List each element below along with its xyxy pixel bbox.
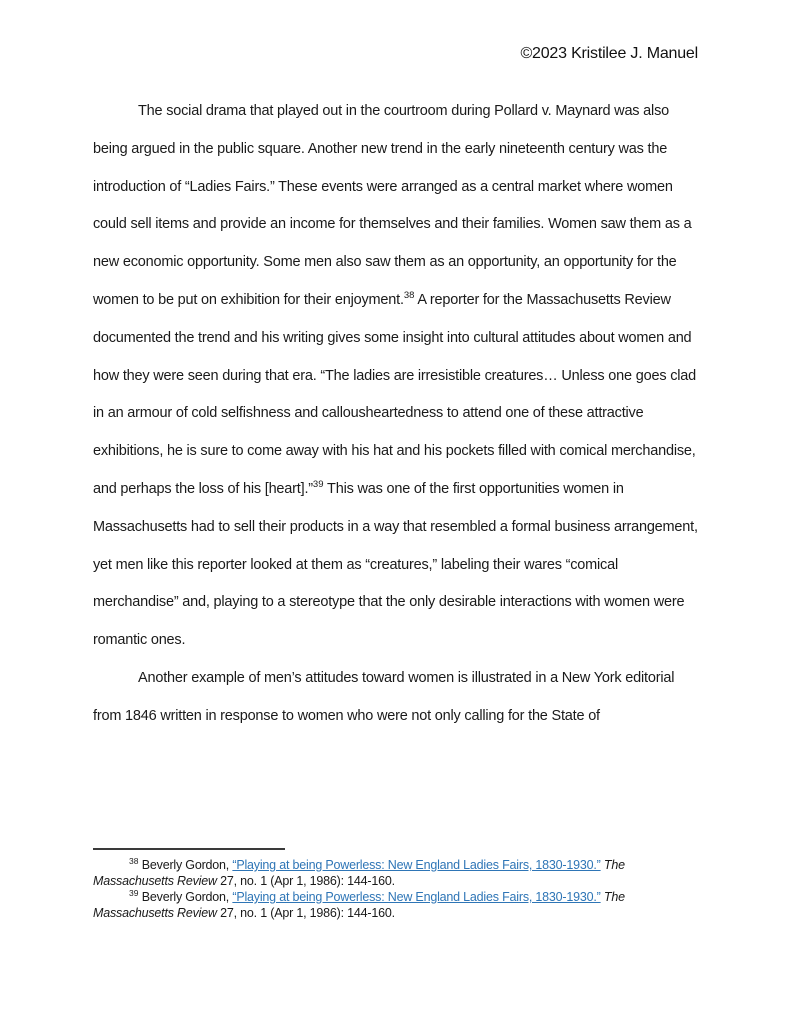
footnote-ref-39: 39: [312, 479, 324, 491]
footnote-author: Beverly Gordon,: [141, 858, 230, 872]
footnote-area: [93, 848, 698, 921]
copyright-notice: ©2023 Kristilee J. Manuel: [520, 45, 698, 62]
footnote-marker-38: 38: [129, 855, 139, 866]
paragraph-new-york-editorial: Another example of men’s attitudes toward women is illustrated in a New York editorial from 1846 written in response to women who were not only calling for the State of: [93, 669, 675, 724]
footnote-marker-39: 39: [129, 887, 139, 898]
footnote-39: [93, 889, 698, 921]
paragraph-text: This was one of the first opportunities women in Massachusetts had to sell their products in a way that resembled a formal business arrangement, yet men like this reporter looked at them as “creatures,” labeling their wares “comical merchandise” and, playing to a stereotype that the only desirable interactions with women were romantic ones.: [93, 480, 698, 649]
footnote-ref-38: 38: [403, 290, 415, 302]
paragraph-text: The social drama that played out in the courtroom during Pollard v. Maynard was also being argued in the public square. Another new trend in the early nineteenth century was the introduction of “Ladies Fairs.” These events were arranged as a central market where women could sell items and provide an income for themselves and their families. Women saw them as a new economic opportunity. Some men also saw them as an opportunity, an opportunity for the women to be put on exhibition for their enjoyment.: [93, 103, 692, 308]
paragraph-text: A reporter for the Massachusetts Review documented the trend and his writing gives some insight into cultural attitudes about women and how they were seen during that era. “The ladies are irresistible creatures… Unless one goes clad in an armour of cold selfishness and callousheartedness to attend one of these attractive exhibitions, he is sure to come away with his hat and his pockets filled with comical merchandise, and perhaps the loss of his [heart].”: [93, 291, 697, 497]
footnote-journal-title: The Massachusetts Review: [93, 890, 625, 920]
footnote-article-link[interactable]: “Playing at being Powerless: New England Ladies Fairs, 1830-1930.”: [232, 858, 601, 872]
document-body: [93, 93, 698, 736]
footnote-journal-title: The Massachusetts Review: [93, 858, 625, 888]
footnote-38: [93, 857, 698, 889]
paragraph-ladies-fairs: [93, 93, 698, 660]
footnote-author: Beverly Gordon,: [141, 890, 230, 904]
footnote-article-link[interactable]: “Playing at being Powerless: New England Ladies Fairs, 1830-1930.”: [232, 890, 601, 904]
footnote-separator: [93, 848, 285, 850]
footnote-citation: 27, no. 1 (Apr 1, 1986): 144-160.: [220, 906, 395, 920]
footnote-citation: 27, no. 1 (Apr 1, 1986): 144-160.: [220, 874, 395, 888]
